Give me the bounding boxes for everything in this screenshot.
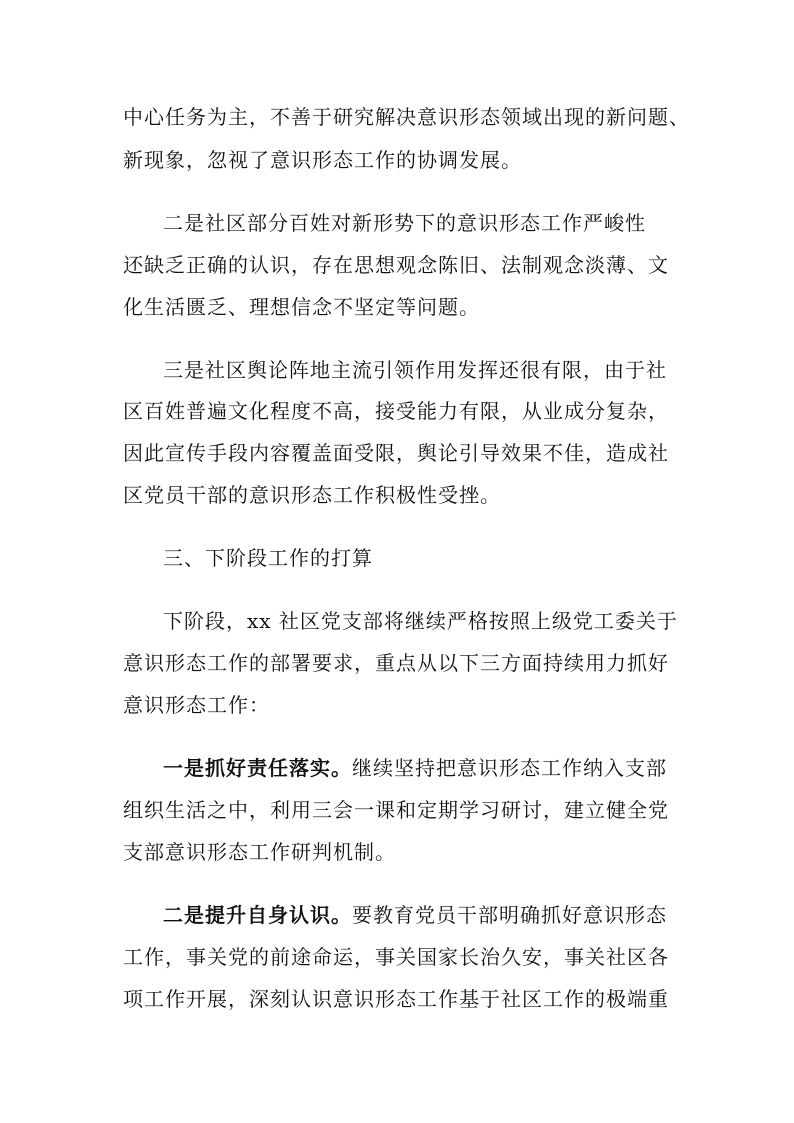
text-line: 还缺乏正确的认识，存在思想观念陈旧、法制观念淡薄、文	[123, 253, 669, 277]
text-line: 支部意识形态工作研判机制。	[123, 840, 396, 864]
bold-lead-phrase: 一是抓好责任落实。	[163, 756, 352, 780]
text-line: 下阶段，xx 社区党支部将继续严格按照上级党工委关于	[163, 609, 678, 633]
text-line: 区百姓普遍文化程度不高，接受能力有限，从业成分复杂，	[123, 399, 669, 423]
text-line: 二是社区部分百姓对新形势下的意识形态工作严峻性	[163, 211, 646, 235]
text-line: 工作，事关党的前途命运，事关国家长治久安，事关社区各	[123, 945, 669, 969]
section-heading: 三、下阶段工作的打算	[163, 546, 373, 570]
bold-lead-phrase: 二是提升自身认识。	[163, 903, 352, 927]
text-run: 继续坚持把意识形态工作纳入支部	[352, 756, 667, 780]
text-line: 项工作开展，深刻认识意识形态工作基于社区工作的极端重	[123, 987, 669, 1011]
text-line: 新现象，忽视了意识形态工作的协调发展。	[123, 148, 522, 172]
text-line: 三是社区舆论阵地主流引领作用发挥还很有限，由于社	[163, 358, 667, 382]
text-line	[163, 901, 667, 929]
text-line: 化生活匮乏、理想信念不坚定等问题。	[123, 295, 480, 319]
text-line: 区党员干部的意识形态工作积极性受挫。	[123, 483, 501, 507]
text-line: 意识形态工作：	[123, 693, 270, 717]
text-run: 要教育党员干部明确抓好意识形态	[352, 903, 667, 927]
text-line: 意识形态工作的部署要求，重点从以下三方面持续用力抓好	[123, 651, 669, 675]
text-line: 中心任务为主，不善于研究解决意识形态领域出现的新问题、	[123, 105, 690, 129]
text-line: 因此宣传手段内容覆盖面受限，舆论引导效果不佳，造成社	[123, 441, 669, 465]
text-line: 组织生活之中，利用三会一课和定期学习研讨，建立健全党	[123, 798, 669, 822]
text-line	[163, 754, 667, 782]
